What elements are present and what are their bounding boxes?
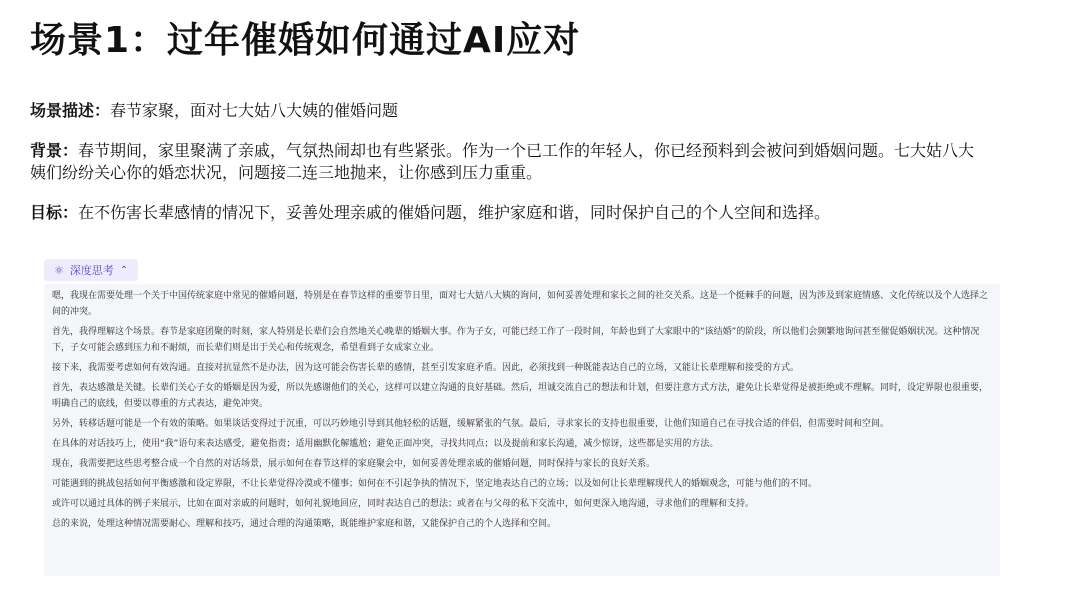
scene-description (30, 100, 398, 122)
background-text: 春节期间，家里聚满了亲戚，气氛热闹却也有些紧张。作为一个已工作的年轻人，你已经预料到会被问到婚姻问题。七大姑八大姨们纷纷关心你的婚恋状况，问题接二连三地抛来，让你感到压力重重。 (30, 141, 975, 182)
thinking-paragraph: 总的来说，处理这种情况需要耐心、理解和技巧，通过合理的沟通策略，既能维护家庭和谐，又能保护自己的个人选择和空间。 (52, 519, 557, 529)
thinking-paragraph: 在具体的对话技巧上，使用“我”语句来表达感受，避免指责；适用幽默化解尴尬；避免正面冲突，寻找共同点；以及提前和家长沟通，减少惊讶，这些都是实用的方法。 (52, 439, 719, 449)
thinking-paragraph: 或许可以通过具体的例子来展示，比如在面对亲戚的问题时，如何礼貌地回应，同时表达自己的想法；或者在与父母的私下交流中，如何更深入地沟通，寻求他们的理解和支持。 (52, 499, 755, 509)
goal-section (30, 202, 830, 224)
thinking-paragraph: 接下来，我需要考虑如何有效沟通。直接对抗显然不是办法，因为这可能会伤害长辈的感情，甚至引发家庭矛盾。因此，必须找到一种既能表达自己的立场，又能让长辈理解和接受的方式。 (52, 363, 800, 373)
atom-icon: ⚛ (54, 263, 64, 277)
description-text: 春节家聚，面对七大姑八大姨的催婚问题 (110, 101, 399, 120)
thinking-paragraph: 可能遇到的挑战包括如何平衡感激和设定界限，不让长辈觉得冷漠或不懂事；如何在不引起争执的情况下，坚定地表达自己的立场；以及如何让长辈理解现代人的婚姻观念，可能与他们的不同。 (52, 479, 818, 489)
background-label: 背景： (30, 141, 79, 160)
background-section (30, 140, 990, 184)
chevron-up-icon: ⌃ (119, 264, 129, 276)
thinking-paragraph: 首先，表达感激是关键。长辈们关心子女的婚姻是因为爱，所以先感谢他们的关心，这样可以建立沟通的良好基础。然后，坦诚交流自己的想法和计划，但要注意方式方法，避免让长辈觉得是被拒绝或不理解。同时，设定界限也很重要，明确自己的底线，但要以尊重的方式表达，避免冲突。 (52, 383, 989, 409)
thinking-paragraph: 现在，我需要把这些思考整合成一个自然的对话场景，展示如何在春节这样的家庭聚会中，如何妥善处理亲戚的催婚问题，同时保持与家长的良好关系。 (52, 459, 656, 469)
thinking-panel (44, 284, 1000, 576)
goal-label: 目标： (30, 203, 79, 222)
thinking-paragraph: 首先，我得理解这个场景。春节是家庭团聚的时刻，家人特别是长辈们会自然地关心晚辈的婚姻大事。作为子女，可能已经工作了一段时间，年龄也到了大家眼中的“该结婚”的阶段，所以他们会频繁地询问甚至催促婚姻状况。这种情况下，子女可能会感到压力和不耐烦，而长辈们则是出于关心和传统观念，希望看到子女成家立业。 (52, 327, 980, 353)
deep-think-label: 深度思考 (69, 264, 114, 277)
description-label: 场景描述： (30, 101, 111, 120)
thinking-paragraph: 另外，转移话题可能是一个有效的策略。如果谈话变得过于沉重，可以巧妙地引导到其他轻松的话题，缓解紧张的气氛。最后，寻求家长的支持也很重要，让他们知道自己在寻找合适的伴侣，但需要时间和空间。 (52, 419, 890, 429)
thinking-paragraph: 嗯，我现在需要处理一个关于中国传统家庭中常见的催婚问题，特别是在春节这样的重要节日里，面对七大姑八大姨的询问，如何妥善处理和家长之间的社交关系。这是一个挺棘手的问题，因为涉及到家庭情感、文化传统以及个人选择之间的冲突。 (52, 291, 989, 317)
page-title: 场景1：过年催婚如何通过AI应对 (30, 20, 581, 61)
deep-think-toggle-button[interactable] (44, 259, 138, 281)
goal-text: 在不伤害长辈感情的情况下，妥善处理亲戚的催婚问题，维护家庭和谐，同时保护自己的个人空间和选择。 (78, 203, 831, 222)
